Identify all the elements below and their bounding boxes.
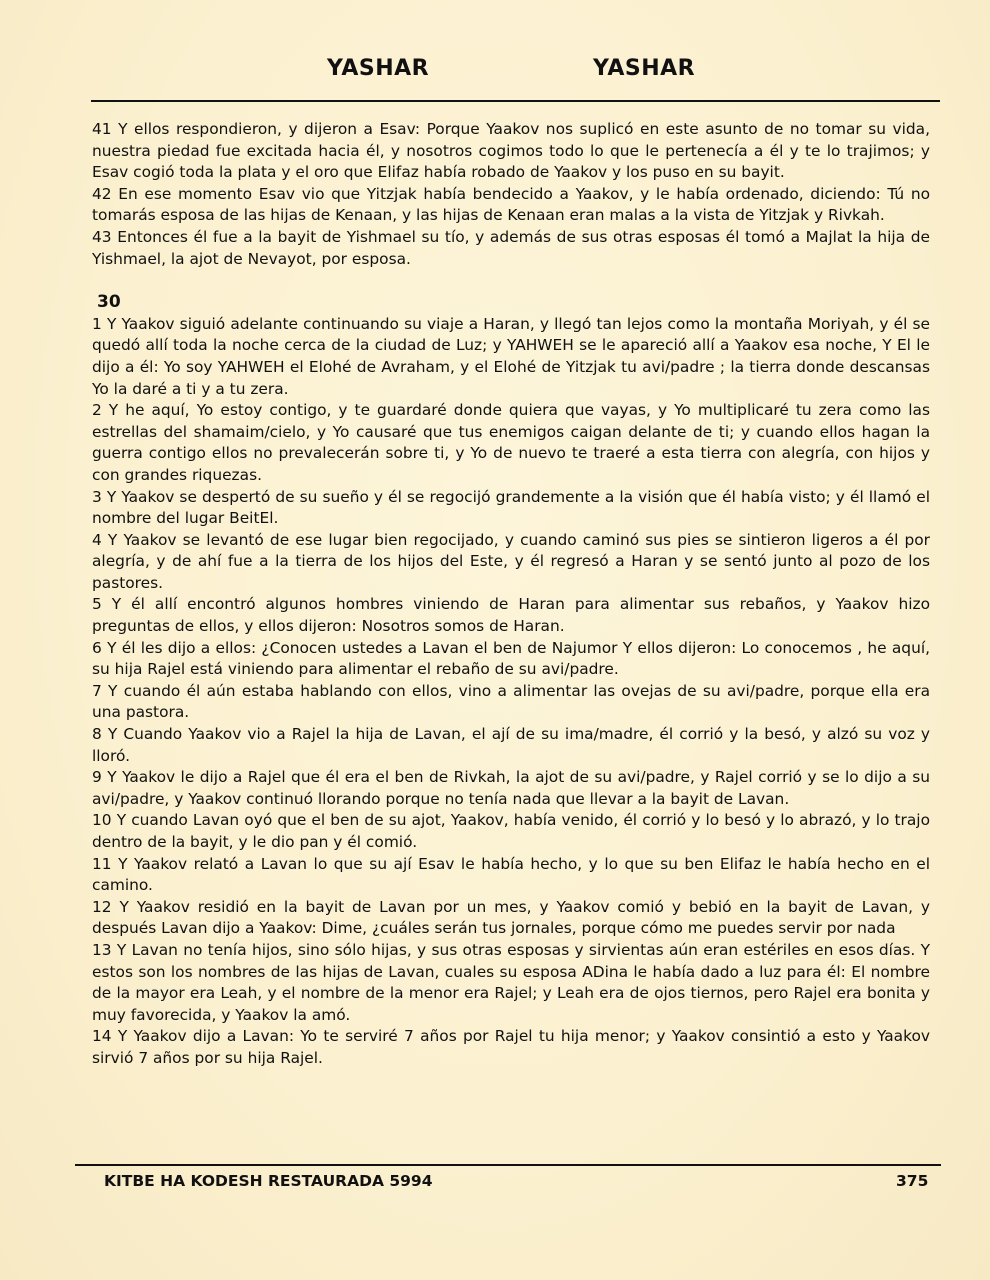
verse: 42 En ese momento Esav vio que Yitzjak había bendecido a Yaakov, y le había ordenado, diciendo: Tú no tomarás esposa de las hijas de Kenaan, y las hijas de Kenaan eran malas a la vista de Yitzjak y Rivkah. — [92, 184, 930, 225]
header-title-right: YASHAR — [593, 56, 696, 81]
verse: 12 Y Yaakov residió en la bayit de Lavan por un mes, y Yaakov comió y bebió en la bayit de Lavan, y después Lavan dijo a Yaakov: Dime, ¿cuáles serán tus jornales, porque cómo me puedes servir por nada — [92, 897, 930, 938]
verse: 13 Y Lavan no tenía hijos, sino sólo hijas, y sus otras esposas y sirvientas aún eran estériles en esos días. Y estos son los nombres de las hijas de Lavan, cuales su esposa ADina le había dado a luz para él: El nombre de la mayor era Leah, y el nombre de la menor era Rajel; y Leah era de ojos tiernos, pero Rajel era bonita y muy favorecida, y Yaakov la amó. — [92, 940, 930, 1024]
verse: 5 Y él allí encontró algunos hombres viniendo de Haran para alimentar sus rebaños, y Yaakov hizo preguntas de ellos, y ellos dijeron: Nosotros somos de Haran. — [92, 595, 930, 636]
verse: 4 Y Yaakov se levantó de ese lugar bien regocijado, y cuando caminó sus pies se sintieron ligeros a él por alegría, y de ahí fue a la tierra de los hijos del Este, y él regresó a Haran y se sentó junto al pozo de los pastores. — [92, 530, 930, 592]
running-header — [0, 56, 990, 92]
main-text — [92, 119, 930, 1070]
footer-book-title: KITBE HA KODESH RESTAURADA 5994 — [104, 1172, 433, 1190]
verse: 1 Y Yaakov siguió adelante continuando su viaje a Haran, y llegó tan lejos como la montaña Moriyah, y él se quedó allí toda la noche cerca de la ciudad de Luz; y YAHWEH se le apareció allí a Yaakov esa noche, Y El le dijo a él: Yo soy YAHWEH el Elohé de Avraham, y el Elohé de Yitzjak tu avi/padre ; la tierra donde descansas Yo la daré a ti y a tu zera. — [92, 314, 930, 398]
verse: 6 Y él les dijo a ellos: ¿Conocen ustedes a Lavan el ben de Najumor Y ellos dijeron: Lo conocemos , he aquí, su hija Rajel está viniendo para alimentar el rebaño de su avi/padre. — [92, 638, 930, 679]
verse: 2 Y he aquí, Yo estoy contigo, y te guardaré donde quiera que vayas, y Yo multiplicaré tu zera como las estrellas del shamaim/cielo, y Yo causaré que tus enemigos caigan delante de ti; y cuando ellos hagan la guerra contigo ellos no prevalecerán sobre ti, y Yo de nuevo te traeré a esta tierra con alegría, con hijos y con grandes riquezas. — [92, 401, 930, 484]
page-number: 375 — [896, 1172, 929, 1190]
verse: 43 Entonces él fue a la bayit de Yishmael su tío, y además de sus otras esposas él tomó a Majlat la hija de Yishmael, la ajot de Nevayot, por esposa. — [92, 227, 930, 268]
verse: 10 Y cuando Lavan oyó que el ben de su ajot, Yaakov, había venido, él corrió y lo besó y lo abrazó, y lo trajo dentro de la bayit, y le dio pan y él comió. — [92, 811, 930, 851]
verse: 9 Y Yaakov le dijo a Rajel que él era el ben de Rivkah, la ajot de su avi/padre, y Rajel corrió y se lo dijo a su avi/padre, y Yaakov continuó llorando porque no tenía nada que llevar a la bayit de Lavan. — [92, 768, 930, 808]
chapter-heading: 30 — [97, 292, 121, 313]
verse: 7 Y cuando él aún estaba hablando con ellos, vino a alimentar las ovejas de su avi/padre, porque ella era una pastora. — [92, 681, 930, 722]
verse: 11 Y Yaakov relató a Lavan lo que su ají Esav le había hecho, y lo que su ben Elifaz le había hecho en el camino. — [92, 854, 930, 895]
verse: 8 Y Cuando Yaakov vio a Rajel la hija de Lavan, el ají de su ima/madre, él corrió y la besó, y alzó su voz y lloró. — [92, 725, 930, 765]
verse: 14 Y Yaakov dijo a Lavan: Yo te serviré 7 años por Rajel tu hija menor; y Yaakov consintió a esto y Yaakov sirvió 7 años por su hija Rajel. — [92, 1027, 930, 1067]
header-title-left: YASHAR — [327, 56, 430, 81]
header-rule — [91, 100, 940, 102]
footer-rule — [75, 1164, 941, 1166]
verse: 41 Y ellos respondieron, y dijeron a Esav: Porque Yaakov nos suplicó en este asunto de no tomar su vida, nuestra piedad fue excitada hacia él, y nosotros cogimos todo lo que le pertenecía a él y te lo trajimos; y Esav cogió toda la plata y el oro que Elifaz había robado de Yaakov y los puso en su bayit. — [92, 120, 930, 182]
verse: 3 Y Yaakov se despertó de su sueño y él se regocijó grandemente a la visión que él había visto; y él llamó el nombre del lugar BeitEl. — [92, 487, 930, 528]
